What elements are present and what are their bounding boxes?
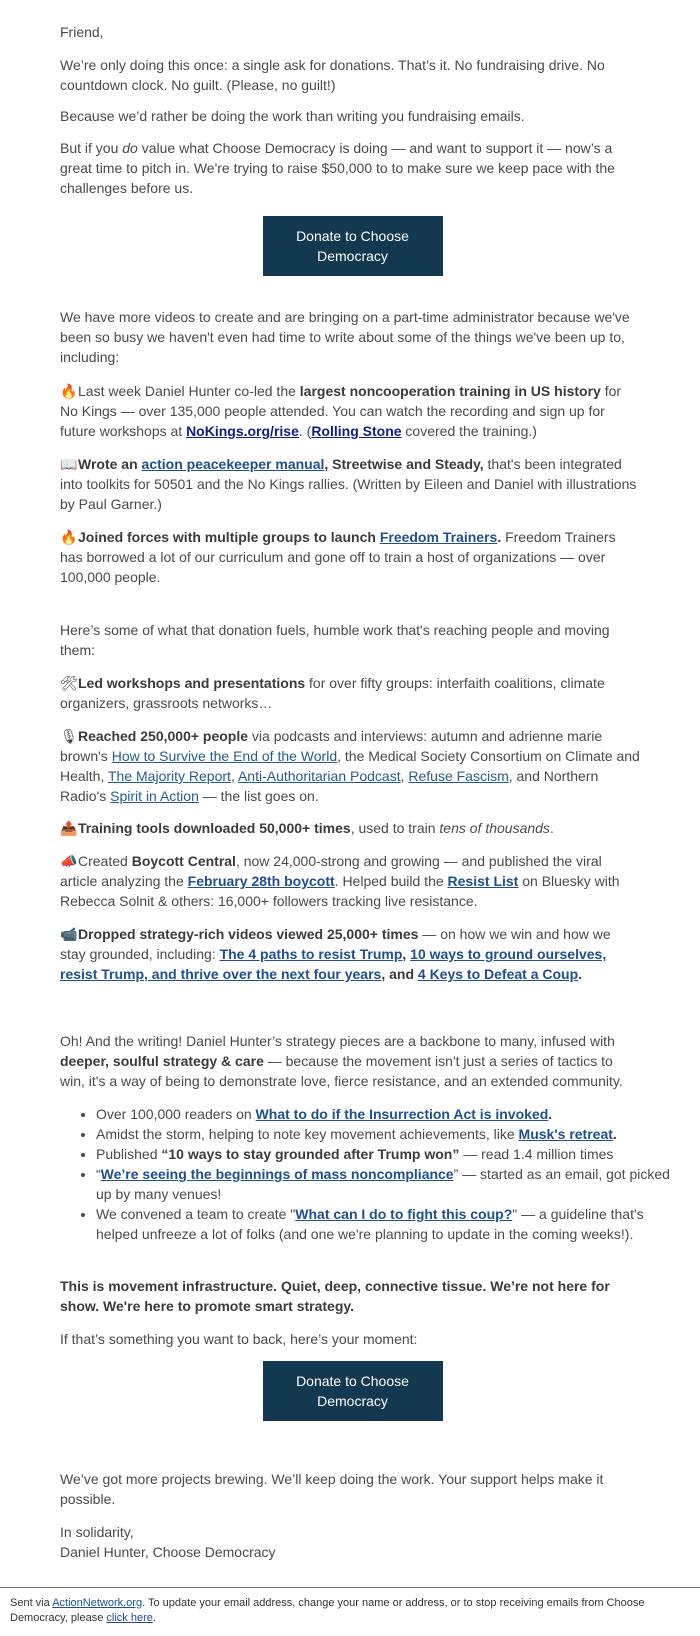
fuels-item-downloads: 📤Training tools downloaded 50,000+ times, used to train tens of thousands. [60,820,554,836]
list-item: • Amidst the storm, helping to note key movement achievements, like Musk's retreat. [96,1124,681,1144]
fuels-item-podcasts: 🎙Reached 250,000+ people via podcasts and interviews: autumn and adrienne marie brown's How to Survive the End of the World, the Medical Society Consortium on Climate and Health, The Majority Report, Anti-Authoritarian Podcast, Refuse Fascism, and Northern Radio's Spirit in Action — the list goes on. [60,728,640,804]
list-item: • Published “10 ways to stay grounded after Trump won” — read 1.4 million times [96,1144,681,1164]
freedom-trainers-link[interactable]: Freedom Trainers [379,529,498,545]
megaphone-icon: 📣 [60,853,78,869]
list-item: • Over 100,000 readers on What to do if the Insurrection Act is invoked. [96,1104,681,1124]
tools-icon: 🛠 [60,675,78,691]
fight-coup-link[interactable]: What can I do to fight this coup? [295,1206,513,1222]
closing-paragraph: We’ve got more projects brewing. We’ll keep doing the work. Your support helps make it possible. [60,1471,604,1507]
microphone-icon: 🎙 [60,728,78,744]
writing-intro: Oh! And the writing! Daniel Hunter’s strategy pieces are a backbone to many, infused with deeper, soulful strategy & care — because the movement isn't just a series of tactics to win, it's a way of being to demonstrate love, fierce resistance, and an extended community. [60,1033,623,1089]
footer-text: Sent via ActionNetwork.org. To update your email address, change your name or address, or to stop receiving emails from Choose Democracy, please click here. [10,1597,645,1624]
mass-noncompliance-link[interactable]: We’re seeing the beginnings of mass noncompliance [100,1166,454,1182]
rolling-stone-link[interactable]: Rolling Stone [311,423,402,439]
video-camera-icon: 📹 [60,926,78,942]
survive-end-of-world-link[interactable]: How to Survive the End of the World [111,748,338,764]
donate-button-container-bottom [60,1361,645,1421]
outbox-icon: 📤 [60,820,78,836]
videos-item-training: 🔥Last week Daniel Hunter co-led the largest noncooperation training in US history for No Kings — over 135,000 people attended. You can watch the recording and sign up for future workshops at NoKings.org/rise. (Rolling Stone covered the training.) [60,383,622,439]
fuels-intro: Here’s some of what that donation fuels, humble work that's reaching people and moving them: [60,622,610,658]
fire-icon: 🔥 [60,383,78,399]
fuels-item-videos: 📹Dropped strategy-rich videos viewed 25,000+ times — on how we win and how we stay grounded, including: The 4 paths to resist Trump, 10 ways to ground ourselves, resist Trump, and thrive over the next four years, and 4 Keys to Defeat a Coup. [60,926,611,982]
unsubscribe-link[interactable]: click here [106,1612,153,1624]
intro-paragraph-3: But if you do value what Choose Democracy is doing — and want to support it — now’s a great time to pitch in. We're trying to raise $50,000 to to make sure we keep pace with the challenges before us. [60,140,615,196]
fire-icon: 🔥 [60,529,78,545]
resist-list-link[interactable]: Resist List [447,873,519,889]
four-paths-video-link[interactable]: The 4 paths to resist Trump [219,946,403,962]
donate-button-bottom[interactable]: Donate to Choose Democracy [263,1361,443,1421]
intro-paragraph-1: We’re only doing this once: a single ask for donations. That’s it. No fundraising drive. No countdown clock. No guilt. (Please, no guilt!) [60,57,605,93]
spirit-in-action-link[interactable]: Spirit in Action [110,788,199,804]
videos-item-freedom-trainers: 🔥Joined forces with multiple groups to launch Freedom Trainers. Freedom Trainers has borrowed a lot of our curriculum and gone off to train a host of organizations — over 100,000 people. [60,529,616,585]
donate-button-container [60,216,645,276]
book-icon: 📖 [60,456,78,472]
fuels-item-boycott: 📣Created Boycott Central, now 24,000-strong and growing — and published the viral article analyzing the February 28th boycott. Helped build the Resist List on Bluesky with Rebecca Solnit & others: 16,000+ followers tracking live resistance. [60,853,620,909]
signature: Daniel Hunter, Choose Democracy [60,1544,276,1560]
videos-intro: We have more videos to create and are bringing on a part-time administrator because we've been so busy we haven't even had time to write about some of the things we've been up to, including: [60,309,630,365]
insurrection-act-link[interactable]: What to do if the Insurrection Act is invoked [255,1106,549,1122]
refuse-fascism-link[interactable]: Refuse Fascism [408,768,509,784]
majority-report-link[interactable]: The Majority Report [108,768,231,784]
february-boycott-link[interactable]: February 28th boycott [187,873,335,889]
signoff: In solidarity, [60,1524,134,1540]
actionnetwork-link[interactable]: ActionNetwork.org [52,1597,143,1609]
list-item: • We convened a team to create "What can I do to fight this coup?" — a guideline that's helped unfreeze a lot of folks (and one we're planning to update in the coming weeks!). [96,1204,681,1244]
greeting: Friend, [60,24,104,40]
writing-bullet-list [40,1104,681,1244]
fuels-item-workshops: 🛠Led workshops and presentations for over fifty groups: interfaith coalitions, climate organizers, grassroots networks… [60,675,605,711]
list-item: • “We’re seeing the beginnings of mass noncompliance” — started as an email, got picked up by many venues! [96,1164,681,1204]
nokings-link[interactable]: NoKings.org/rise [186,423,299,439]
musks-retreat-link[interactable]: Musk's retreat [518,1126,613,1142]
donate-button[interactable]: Donate to Choose Democracy [263,216,443,276]
anti-authoritarian-podcast-link[interactable]: Anti-Authoritarian Podcast [237,768,401,784]
peacekeeper-manual-link[interactable]: action peacekeeper manual [141,456,325,472]
videos-item-manual: 📖Wrote an action peacekeeper manual, Streetwise and Steady, that's been integrated into toolkits for 50501 and the No Kings rallies. (Written by Eileen and Daniel with illustrations by Paul Garner.) [60,456,637,512]
footer-divider [0,1587,700,1588]
back-prompt: If that’s something you want to back, here’s your moment: [60,1331,418,1347]
intro-paragraph-2: Because we’d rather be doing the work than writing you fundraising emails. [60,108,525,124]
infrastructure-statement: This is movement infrastructure. Quiet, deep, connective tissue. We’re not here for show. We're here to promote smart strategy. [60,1278,610,1314]
ten-ways-video-link[interactable]: 10 ways to ground ourselves, resist Trump, and thrive over the next four years [60,946,607,982]
four-keys-video-link[interactable]: 4 Keys to Defeat a Coup [417,966,579,982]
